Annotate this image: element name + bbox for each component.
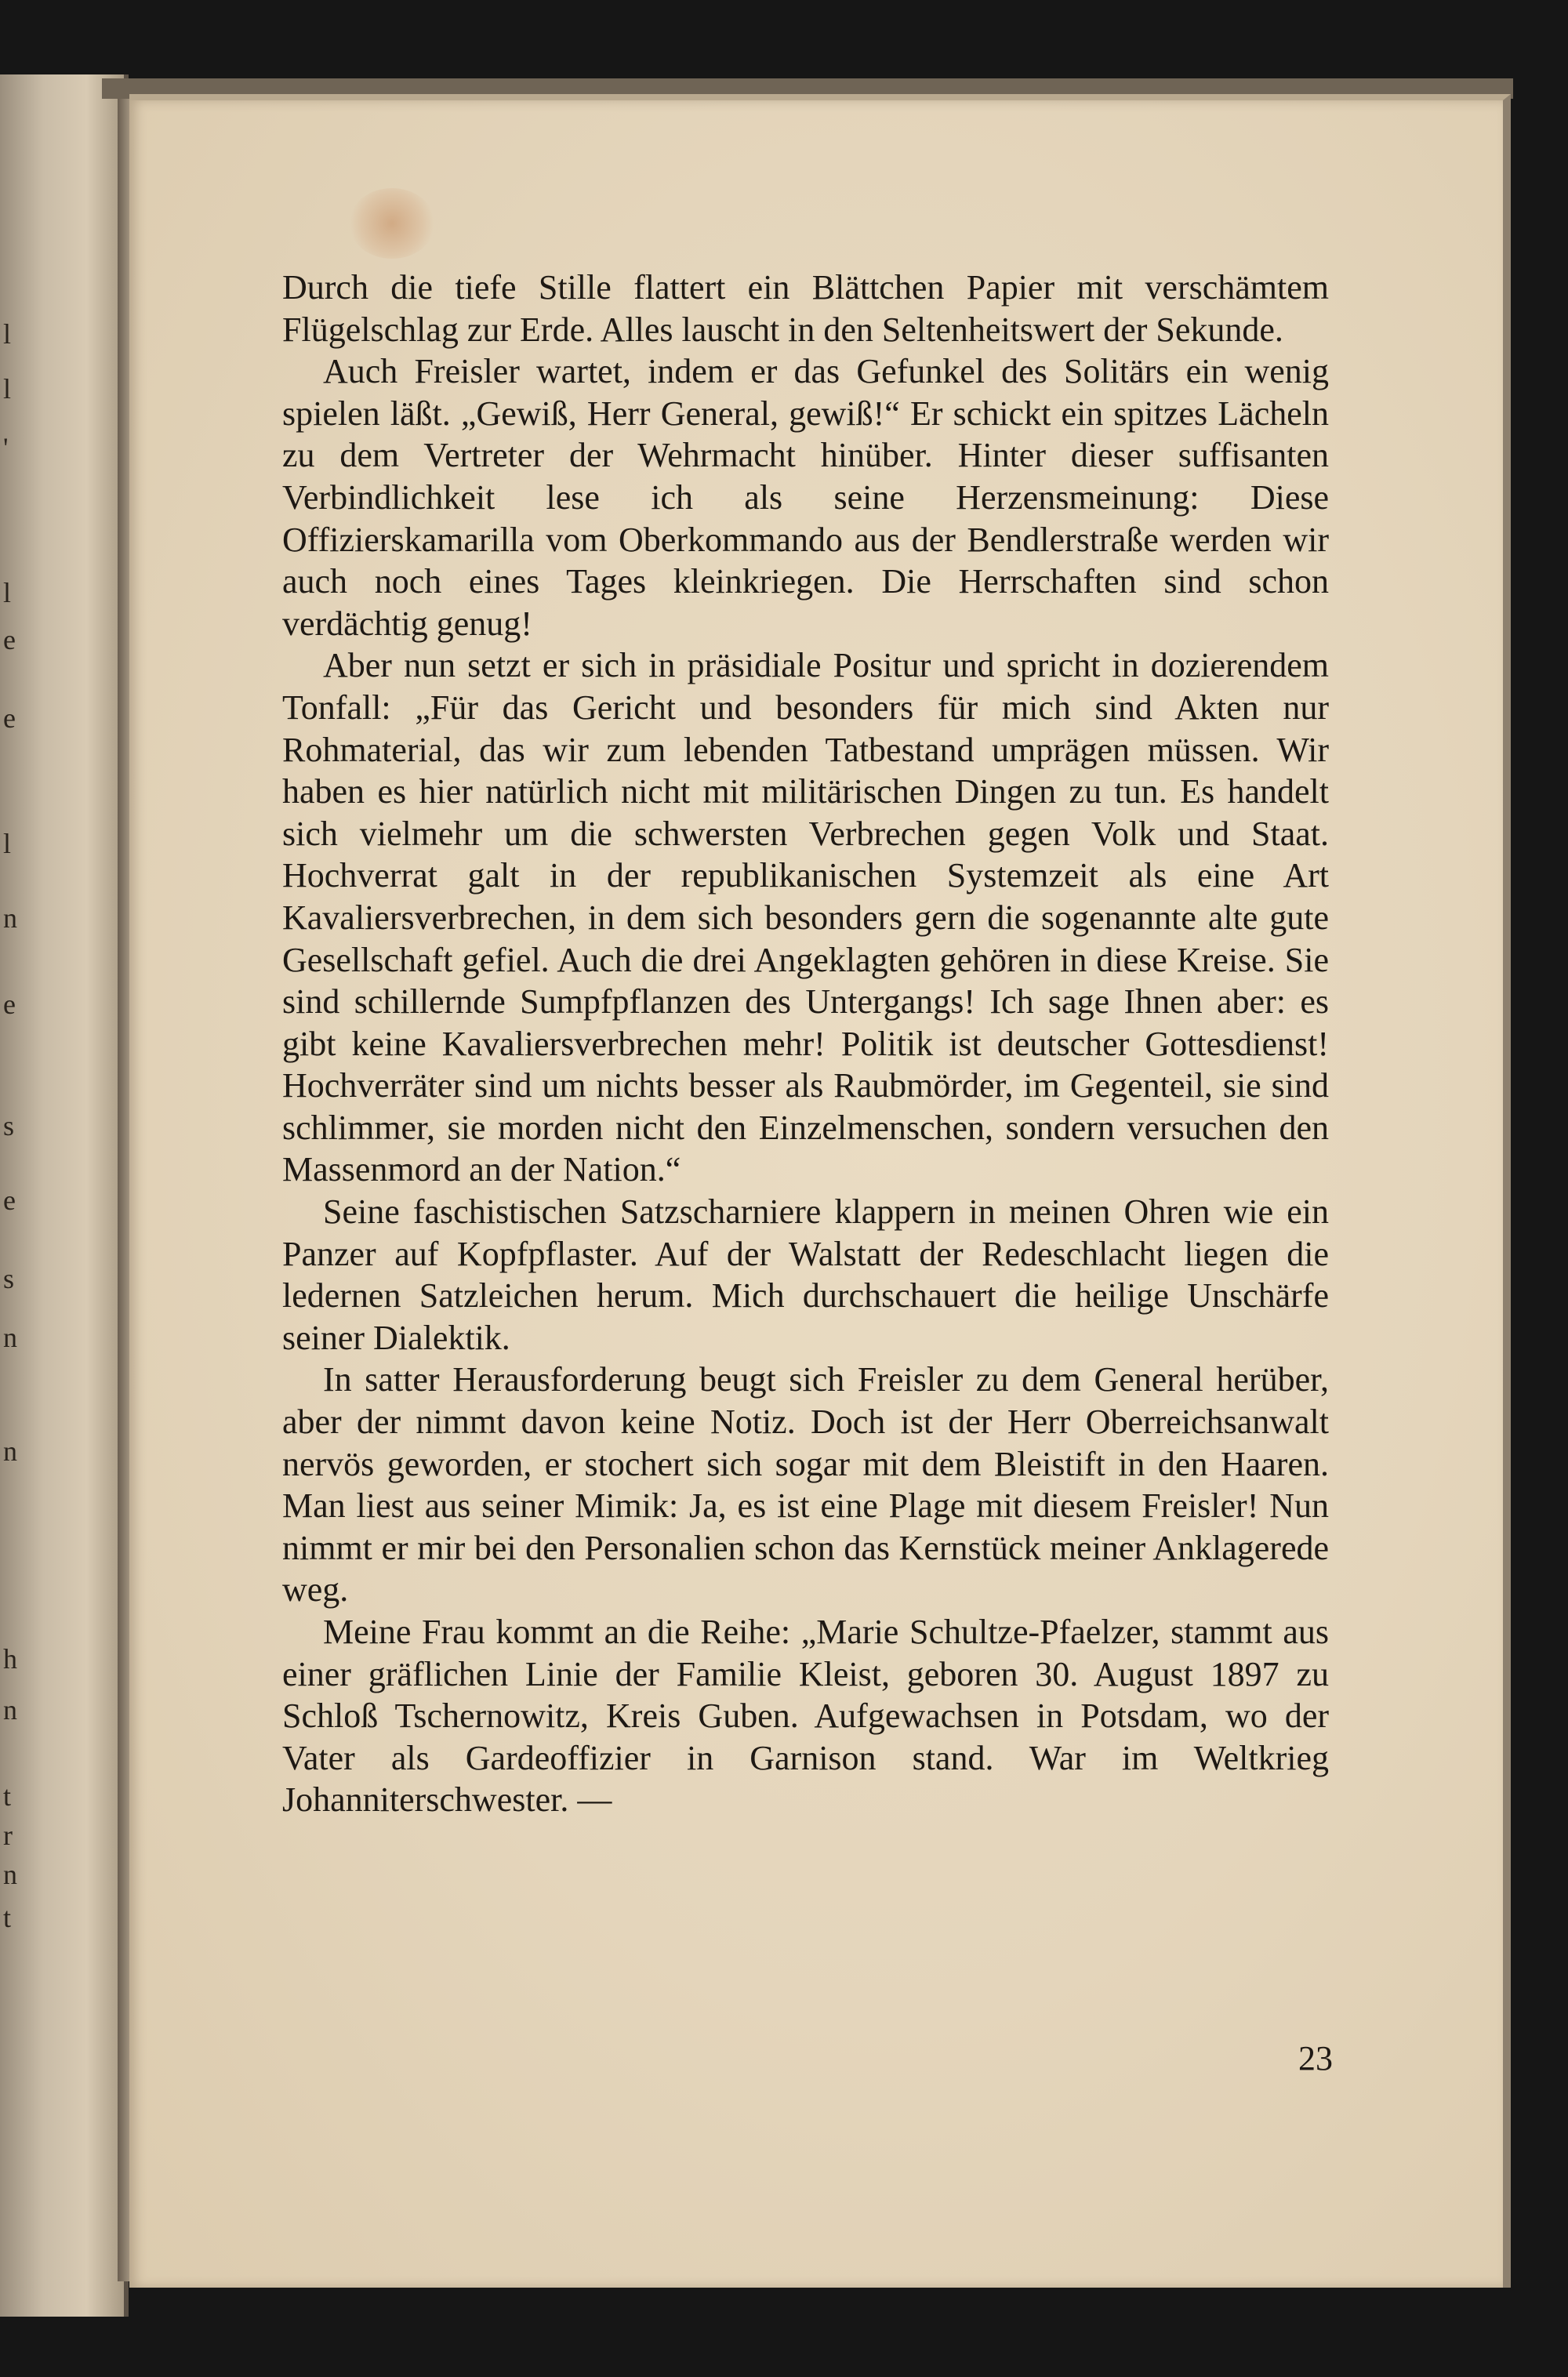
facing-page-glyph: l: [3, 828, 12, 859]
facing-page-glyph: r: [3, 1820, 13, 1851]
page-number: 23: [1298, 2039, 1333, 2078]
paragraph: Seine faschistischen Satzscharniere klappern in meinen Ohren wie ein Panzer auf Kopfpflaster. Auf der Walstatt der Redeschlacht liegen die ledernen Satzleichen herum. Mich durchschauert die heilige Unschärfe seiner Dialektik.: [282, 1192, 1329, 1357]
facing-page-glyph: s: [3, 1110, 15, 1141]
paper-stain: [349, 188, 435, 259]
facing-page-glyph: n: [3, 1322, 17, 1353]
facing-page-edge: [0, 74, 129, 2317]
paragraph: Auch Freisler wartet, indem er das Gefunkel des Solitärs ein wenig spielen läßt. „Gewiß, Herr General, gewiß!“ Er schickt ein spitzes Lächeln zu dem Vertreter der Wehrmacht hinüber. Hinter dieser suffisanten Verbindlichkeit lese ich als seine Herzensmeinung: Diese Offizierskamarilla vom Oberkommando aus der Bendlerstraße werden wir auch noch eines Tages kleinkriegen. Die Herrschaften sind schon verdächtig genug!: [282, 352, 1329, 643]
facing-page-glyph: t: [3, 1902, 12, 1933]
facing-page-glyph: e: [3, 989, 16, 1020]
facing-page-glyph: n: [3, 902, 17, 934]
paragraph: Durch die tiefe Stille flattert ein Blättchen Papier mit verschämtem Flügelschlag zur Erde. Alles lauscht in den Seltenheitswert der Sekunde.: [282, 268, 1329, 349]
facing-page-glyph: l: [3, 577, 12, 608]
facing-page-glyph: e: [3, 1185, 16, 1216]
facing-page-glyph: n: [3, 1859, 17, 1890]
facing-page-glyph: e: [3, 624, 16, 655]
facing-page-glyph: n: [3, 1694, 17, 1726]
facing-page-glyph: l: [3, 318, 12, 350]
facing-page-glyph: t: [3, 1780, 12, 1812]
paragraph: Aber nun setzt er sich in präsidiale Positur und spricht in dozierendem Tonfall: „Für das Gericht und besonders für mich sind Akten nur Rohmaterial, das wir zum lebenden Tatbestand umprägen müssen. Wir haben es hier natürlich nicht mit militärischen Dingen zu tun. Es handelt sich vielmehr um die schwersten Verbrechen gegen Volk und Staat. Hochverrat galt in der republikanischen Systemzeit als eine Art Kavaliersverbrechen, in dem sich besonders gern die sogenannte alte gute Gesellschaft gefiel. Auch die drei Angeklagten gehören in diese Kreise. Sie sind schillernde Sumpfpflanzen des Untergangs! Ich sage Ihnen aber: es gibt keine Kavaliersverbrechen mehr! Politik ist deutscher Gottesdienst! Hochverräter sind um nichts besser als Raubmörder, im Gegenteil, sie sind schlimmer, sie morden nicht den Einzelmenschen, sondern versuchen den Massenmord an der Nation.“: [282, 646, 1329, 1189]
page-body-text: [282, 267, 1329, 1821]
paragraph: Meine Frau kommt an die Reihe: „Marie Schultze-Pfaelzer, stammt aus einer gräflichen Linie der Familie Kleist, geboren 30. August 1897 zu Schloß Tschernowitz, Kreis Guben. Aufgewachsen in Potsdam, wo der Vater als Gardeoffizier in Garnison stand. War im Weltkrieg Johanniterschwester. —: [282, 1613, 1329, 1820]
facing-page-glyph: e: [3, 702, 16, 734]
facing-page-glyph: h: [3, 1643, 17, 1675]
paragraph: In satter Herausforderung beugt sich Freisler zu dem General herüber, aber der nimmt davon keine Notiz. Doch ist der Herr Oberreichsanwalt nervös geworden, er stochert sich sogar mit dem Bleistift in den Haaren. Man liest aus seiner Mimik: Ja, es ist eine Plage mit diesem Freisler! Nun nimmt er mir bei den Personalien schon das Kernstück meiner Anklagerede weg.: [282, 1360, 1329, 1609]
facing-page-glyph: l: [3, 373, 12, 405]
facing-page-glyph: n: [3, 1435, 17, 1467]
facing-page-glyph: ': [3, 432, 9, 463]
facing-page-glyph: s: [3, 1263, 15, 1294]
